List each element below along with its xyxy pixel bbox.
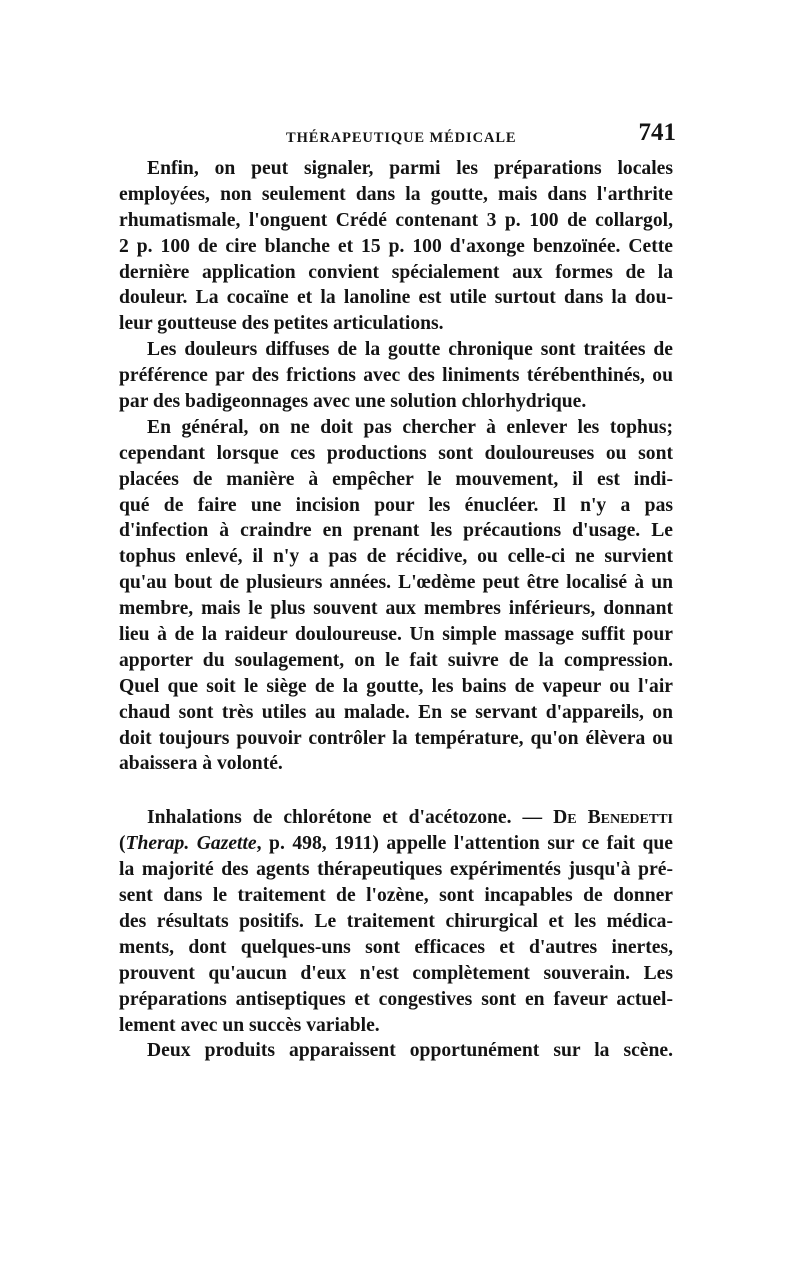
text-line: abaissera à volonté. bbox=[119, 753, 283, 775]
page-number: 741 bbox=[638, 119, 676, 146]
text-line: prouvent qu'aucun d'eux n'est complètement souverain. Les bbox=[119, 962, 673, 984]
paragraph bbox=[119, 337, 673, 415]
author-dash: — bbox=[511, 807, 554, 829]
text-line: 2 p. 100 de cire blanche et 15 p. 100 d'axonge benzoïnée. Cette bbox=[119, 235, 673, 257]
paragraph bbox=[119, 415, 673, 777]
text-line: lieu à de la raideur douloureuse. Un simple massage suffit pour bbox=[119, 624, 673, 646]
section-gap bbox=[119, 777, 673, 805]
text-line: Les douleurs diffuses de la goutte chronique sont traitées de bbox=[147, 339, 673, 361]
running-head: THÉRAPEUTIQUE MÉDICALE bbox=[286, 130, 517, 146]
section-heading-line bbox=[119, 805, 673, 831]
text-line: ments, dont quelques-uns sont efficaces et d'autres inertes, bbox=[119, 936, 673, 958]
text-line: d'infection à craindre en prenant les précautions d'usage. Le bbox=[119, 520, 673, 542]
paragraph bbox=[119, 156, 673, 337]
text-line: préparations antiseptiques et congestives sont en faveur actuel- bbox=[119, 988, 673, 1010]
text-line: qué de faire une incision pour les énucléer. Il n'y a pas bbox=[119, 494, 673, 516]
text-line: préférence par des frictions avec des liniments térébenthinés, ou bbox=[119, 365, 673, 387]
page-header bbox=[146, 116, 676, 152]
body-text bbox=[119, 156, 673, 1064]
text-line: des résultats positifs. Le traitement chirurgical et les médica- bbox=[119, 910, 673, 932]
text-line: apporter du soulagement, on le fait suivre de la compression. bbox=[119, 649, 673, 671]
text-line: douleur. La cocaïne et la lanoline est utile surtout dans la dou- bbox=[119, 287, 673, 309]
text-line: la majorité des agents thérapeutiques expérimentés jusqu'à pré- bbox=[119, 859, 673, 881]
section-title: Inhalations de chlorétone et d'acétozone. bbox=[147, 807, 512, 829]
text-line: qu'au bout de plusieurs années. L'œdème peut être localisé à un bbox=[119, 572, 673, 594]
text-line: lement avec un succès variable. bbox=[119, 1014, 380, 1036]
text-line: sent dans le traitement de l'ozène, sont incapables de donner bbox=[119, 885, 673, 907]
text-line: tophus enlevé, il n'y a pas de récidive, ou celle-ci ne survient bbox=[119, 546, 673, 568]
text-line: Quel que soit le siège de la goutte, les bains de vapeur ou l'air bbox=[119, 675, 673, 697]
text-line: rhumatismale, l'onguent Crédé contenant 3 p. 100 de collargol, bbox=[119, 209, 673, 231]
text-line: leur goutteuse des petites articulations. bbox=[119, 313, 444, 335]
text-line: Enfin, on peut signaler, parmi les préparations locales bbox=[147, 158, 673, 179]
text-line: doit toujours pouvoir contrôler la température, qu'on élèvera ou bbox=[119, 727, 673, 749]
text-line: Deux produits apparaissent opportunément sur la scène. bbox=[147, 1040, 673, 1062]
citation-rest: , p. 498, 1911) bbox=[256, 833, 379, 855]
text-line: dernière application convient spécialement aux formes de la bbox=[119, 261, 673, 283]
text-line: employées, non seulement dans la goutte, mais dans l'arthrite bbox=[119, 183, 673, 205]
text-line: cependant lorsque ces productions sont douloureuses ou sont bbox=[119, 442, 673, 464]
text-line: En général, on ne doit pas chercher à enlever les tophus; bbox=[147, 416, 673, 438]
text-line: par des badigeonnages avec une solution chlorhydrique. bbox=[119, 391, 587, 413]
text-line: membre, mais le plus souvent aux membres inférieurs, donnant bbox=[119, 598, 673, 620]
text-line: chaud sont très utiles au malade. En se servant d'appareils, on bbox=[119, 701, 673, 723]
citation-journal: Therap. Gazette bbox=[125, 833, 257, 855]
citation-line: (Therap. Gazette, p. 498, 1911) appelle l'attention sur ce fait que bbox=[119, 833, 674, 855]
text-line: placées de manière à empêcher le mouvement, il est indi- bbox=[119, 468, 673, 490]
section bbox=[119, 805, 673, 1064]
citation-line-tail: appelle l'attention sur ce fait que bbox=[378, 833, 674, 855]
author-name: De Benedetti bbox=[553, 807, 673, 829]
